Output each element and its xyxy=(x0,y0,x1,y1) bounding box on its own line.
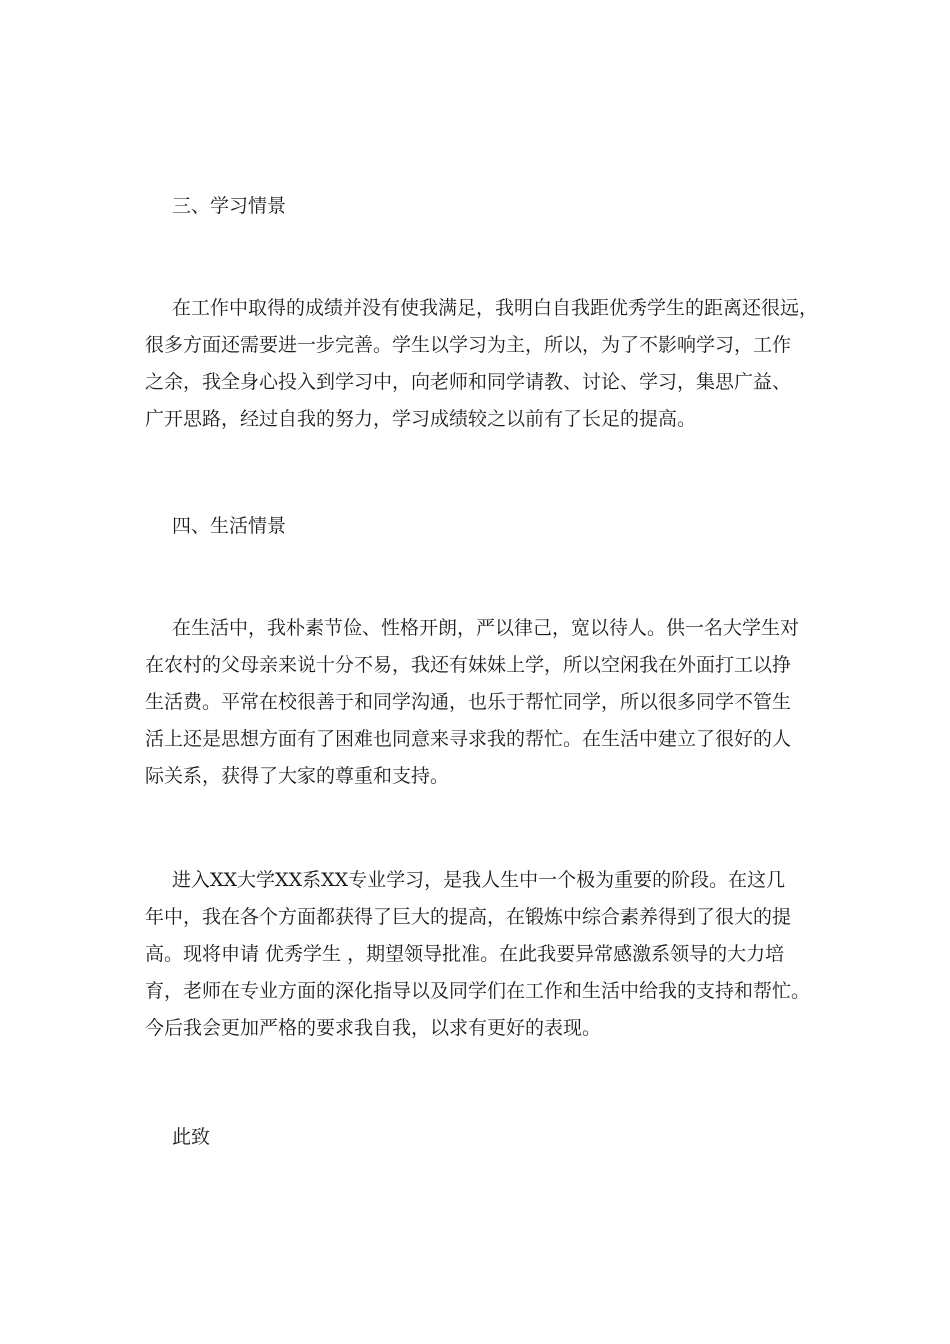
paragraph-line: 育，老师在专业方面的深化指导以及同学们在工作和生活中给我的支持和帮忙。 xyxy=(145,980,811,1002)
paragraph-line: 际关系，获得了大家的尊重和支持。 xyxy=(145,765,450,787)
paragraph-line: 在生活中，我朴素节俭、性格开朗，严以律己，宽以待人。供一名大学生对 xyxy=(172,617,800,639)
paragraph-life xyxy=(145,610,825,795)
paragraph-line: 活上还是思想方面有了困难也同意来寻求我的帮忙。在生活中建立了很好的人 xyxy=(145,728,792,750)
section-heading-study: 三、学习情景 xyxy=(172,195,287,217)
paragraph-line: 在农村的父母亲来说十分不易，我还有妹妹上学，所以空闲我在外面打工以挣 xyxy=(145,654,792,676)
paragraph-conclusion xyxy=(145,862,825,1047)
paragraph-line: 生活费。平常在校很善于和同学沟通，也乐于帮忙同学，所以很多同学不管生 xyxy=(145,691,792,713)
paragraph-line: 很多方面还需要进一步完善。学生以学习为主，所以，为了不影响学习，工作 xyxy=(145,334,792,356)
paragraph-line: 进入XX大学XX系XX专业学习，是我人生中一个极为重要的阶段。在这几 xyxy=(172,869,786,891)
paragraph-line: 今后我会更加严格的要求我自我，以求有更好的表现。 xyxy=(145,1017,602,1039)
paragraph-line: 高。现将申请 优秀学生 ，期望领导批准。在此我要异常感激系领导的大力培 xyxy=(145,943,785,965)
paragraph-line: 之余，我全身心投入到学习中，向老师和同学请教、讨论、学习，集思广益、 xyxy=(145,371,792,393)
section-heading-life: 四、生活情景 xyxy=(172,515,287,537)
paragraph-line: 广开思路，经过自我的努力，学习成绩较之以前有了长足的提高。 xyxy=(145,408,697,430)
paragraph-line: 在工作中取得的成绩并没有使我满足，我明白自我距优秀学生的距离还很远， xyxy=(172,297,819,319)
paragraph-study xyxy=(145,290,825,438)
paragraph-line: 年中，我在各个方面都获得了巨大的提高，在锻炼中综合素养得到了很大的提 xyxy=(145,906,792,928)
closing-salutation: 此致 xyxy=(172,1126,211,1148)
